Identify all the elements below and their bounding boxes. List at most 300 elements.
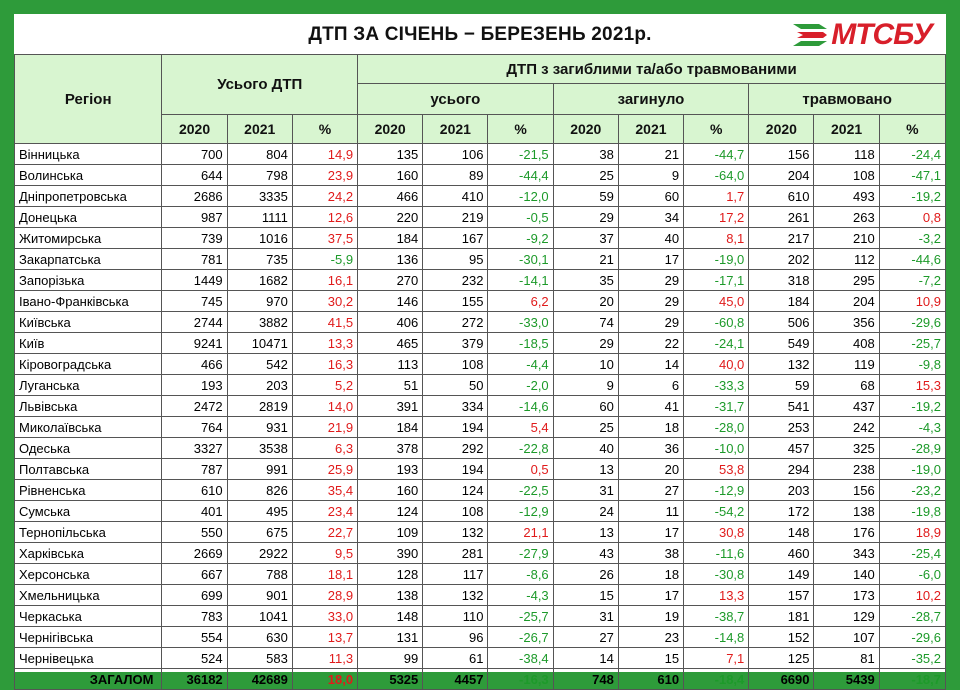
- percent-cell: 16,1: [292, 270, 357, 291]
- value-cell: 74: [553, 312, 618, 333]
- value-cell: 35: [553, 270, 618, 291]
- value-cell: 541: [749, 396, 814, 417]
- value-cell: 1041: [227, 606, 292, 627]
- value-cell: 131: [358, 627, 423, 648]
- percent-cell: -64,0: [684, 165, 749, 186]
- value-cell: 6: [618, 375, 683, 396]
- value-cell: 325: [814, 438, 879, 459]
- region-cell: Сумська: [15, 501, 162, 522]
- value-cell: 106: [423, 144, 488, 165]
- value-cell: 2819: [227, 396, 292, 417]
- header-killed-pct: %: [684, 115, 749, 144]
- value-cell: 5439: [814, 669, 879, 690]
- table-row: [15, 438, 946, 459]
- table-row: [15, 165, 946, 186]
- percent-cell: -17,1: [684, 270, 749, 291]
- percent-cell: 6,3: [292, 438, 357, 459]
- value-cell: 148: [749, 522, 814, 543]
- value-cell: 27: [618, 480, 683, 501]
- value-cell: 43: [553, 543, 618, 564]
- value-cell: 132: [749, 354, 814, 375]
- percent-cell: -21,5: [488, 144, 553, 165]
- percent-cell: 30,2: [292, 291, 357, 312]
- percent-cell: 37,5: [292, 228, 357, 249]
- value-cell: 184: [358, 417, 423, 438]
- percent-cell: 18,1: [292, 564, 357, 585]
- value-cell: 220: [358, 207, 423, 228]
- value-cell: 24: [553, 501, 618, 522]
- value-cell: 42689: [227, 669, 292, 690]
- region-cell: Луганська: [15, 375, 162, 396]
- region-cell: Кіровоградська: [15, 354, 162, 375]
- value-cell: 739: [162, 228, 227, 249]
- value-cell: 610: [749, 186, 814, 207]
- header-region: Регіон: [15, 55, 162, 144]
- region-cell: Миколаївська: [15, 417, 162, 438]
- percent-cell: 40,0: [684, 354, 749, 375]
- table-row: [15, 522, 946, 543]
- value-cell: 901: [227, 585, 292, 606]
- region-cell: Волинська: [15, 165, 162, 186]
- value-cell: 610: [618, 669, 683, 690]
- value-cell: 204: [814, 291, 879, 312]
- region-cell: Тернопільська: [15, 522, 162, 543]
- value-cell: 204: [749, 165, 814, 186]
- percent-cell: 25,9: [292, 459, 357, 480]
- percent-cell: 35,4: [292, 480, 357, 501]
- percent-cell: -0,5: [488, 207, 553, 228]
- region-cell: Донецька: [15, 207, 162, 228]
- percent-cell: 24,2: [292, 186, 357, 207]
- header-all-pct: %: [488, 115, 553, 144]
- percent-cell: -12,9: [684, 480, 749, 501]
- value-cell: 343: [814, 543, 879, 564]
- value-cell: 542: [227, 354, 292, 375]
- value-cell: 5325: [358, 669, 423, 690]
- percent-cell: -19,8: [879, 501, 945, 522]
- value-cell: 25: [553, 417, 618, 438]
- value-cell: 991: [227, 459, 292, 480]
- total-row: [15, 669, 946, 690]
- percent-cell: -18,4: [684, 669, 749, 690]
- report-frame: [14, 14, 946, 687]
- value-cell: 107: [814, 627, 879, 648]
- percent-cell: 28,9: [292, 585, 357, 606]
- value-cell: 176: [814, 522, 879, 543]
- value-cell: 356: [814, 312, 879, 333]
- header-injured-2021: 2021: [814, 115, 879, 144]
- header-total-dtp: Усього ДТП: [162, 55, 358, 115]
- value-cell: 184: [749, 291, 814, 312]
- value-cell: 6690: [749, 669, 814, 690]
- value-cell: 764: [162, 417, 227, 438]
- value-cell: 31: [553, 606, 618, 627]
- value-cell: 406: [358, 312, 423, 333]
- region-cell: Львівська: [15, 396, 162, 417]
- percent-cell: 45,0: [684, 291, 749, 312]
- percent-cell: -3,2: [879, 228, 945, 249]
- percent-cell: -12,0: [488, 186, 553, 207]
- percent-cell: -29,6: [879, 312, 945, 333]
- value-cell: 524: [162, 648, 227, 669]
- value-cell: 970: [227, 291, 292, 312]
- value-cell: 466: [358, 186, 423, 207]
- value-cell: 21: [553, 249, 618, 270]
- value-cell: 610: [162, 480, 227, 501]
- value-cell: 136: [358, 249, 423, 270]
- value-cell: 18: [618, 417, 683, 438]
- value-cell: 9: [553, 375, 618, 396]
- table-row: [15, 480, 946, 501]
- percent-cell: 30,8: [684, 522, 749, 543]
- mtsbu-logo: [793, 20, 932, 50]
- percent-cell: -19,2: [879, 396, 945, 417]
- value-cell: 318: [749, 270, 814, 291]
- percent-cell: -14,6: [488, 396, 553, 417]
- value-cell: 117: [423, 564, 488, 585]
- value-cell: 408: [814, 333, 879, 354]
- value-cell: 217: [749, 228, 814, 249]
- table-row: [15, 543, 946, 564]
- value-cell: 152: [749, 627, 814, 648]
- value-cell: 60: [618, 186, 683, 207]
- table-row: [15, 375, 946, 396]
- percent-cell: 5,2: [292, 375, 357, 396]
- value-cell: 118: [814, 144, 879, 165]
- table-row: [15, 186, 946, 207]
- percent-cell: -19,0: [684, 249, 749, 270]
- percent-cell: -25,7: [879, 333, 945, 354]
- percent-cell: -30,1: [488, 249, 553, 270]
- value-cell: 4457: [423, 669, 488, 690]
- percent-cell: -25,4: [879, 543, 945, 564]
- table-row: [15, 207, 946, 228]
- table-row: [15, 585, 946, 606]
- percent-cell: 13,7: [292, 627, 357, 648]
- percent-cell: -54,2: [684, 501, 749, 522]
- region-cell: Житомирська: [15, 228, 162, 249]
- value-cell: 748: [553, 669, 618, 690]
- table-row: [15, 501, 946, 522]
- value-cell: 50: [423, 375, 488, 396]
- value-cell: 68: [814, 375, 879, 396]
- value-cell: 798: [227, 165, 292, 186]
- percent-cell: -10,0: [684, 438, 749, 459]
- value-cell: 36: [618, 438, 683, 459]
- percent-cell: -44,4: [488, 165, 553, 186]
- percent-cell: 22,7: [292, 522, 357, 543]
- value-cell: 160: [358, 480, 423, 501]
- mtsbu-chevrons-icon: [793, 24, 827, 46]
- value-cell: 108: [423, 501, 488, 522]
- region-cell: Вінницька: [15, 144, 162, 165]
- value-cell: 804: [227, 144, 292, 165]
- table-row: [15, 564, 946, 585]
- header-injured-pct: %: [879, 115, 945, 144]
- header-all-2021: 2021: [423, 115, 488, 144]
- value-cell: 172: [749, 501, 814, 522]
- percent-cell: 33,0: [292, 606, 357, 627]
- value-cell: 378: [358, 438, 423, 459]
- value-cell: 21: [618, 144, 683, 165]
- region-cell: Чернігівська: [15, 627, 162, 648]
- value-cell: 700: [162, 144, 227, 165]
- percent-cell: 14,9: [292, 144, 357, 165]
- value-cell: 184: [358, 228, 423, 249]
- percent-cell: -5,9: [292, 249, 357, 270]
- value-cell: 294: [749, 459, 814, 480]
- percent-cell: -30,8: [684, 564, 749, 585]
- value-cell: 25: [553, 165, 618, 186]
- header-killed-2021: 2021: [618, 115, 683, 144]
- region-cell: Полтавська: [15, 459, 162, 480]
- percent-cell: 10,2: [879, 585, 945, 606]
- percent-cell: -8,6: [488, 564, 553, 585]
- value-cell: 219: [423, 207, 488, 228]
- region-cell: Чернівецька: [15, 648, 162, 669]
- percent-cell: -23,2: [879, 480, 945, 501]
- value-cell: 292: [423, 438, 488, 459]
- page-title: ДТП ЗА СІЧЕНЬ − БЕРЕЗЕНЬ 2021р.: [308, 24, 652, 45]
- percent-cell: -60,8: [684, 312, 749, 333]
- percent-cell: 13,3: [292, 333, 357, 354]
- percent-cell: 21,1: [488, 522, 553, 543]
- percent-cell: 18,0: [292, 669, 357, 690]
- value-cell: 261: [749, 207, 814, 228]
- value-cell: 194: [423, 459, 488, 480]
- value-cell: 135: [358, 144, 423, 165]
- value-cell: 295: [814, 270, 879, 291]
- percent-cell: -14,8: [684, 627, 749, 648]
- value-cell: 788: [227, 564, 292, 585]
- value-cell: 9: [618, 165, 683, 186]
- value-cell: 89: [423, 165, 488, 186]
- value-cell: 110: [423, 606, 488, 627]
- value-cell: 410: [423, 186, 488, 207]
- value-cell: 125: [749, 648, 814, 669]
- value-cell: 29: [618, 291, 683, 312]
- region-cell: ЗАГАЛОМ: [15, 669, 162, 690]
- header-all: усього: [358, 84, 554, 115]
- region-cell: Харківська: [15, 543, 162, 564]
- value-cell: 124: [423, 480, 488, 501]
- value-cell: 20: [553, 291, 618, 312]
- table-row: [15, 270, 946, 291]
- value-cell: 987: [162, 207, 227, 228]
- value-cell: 210: [814, 228, 879, 249]
- value-cell: 146: [358, 291, 423, 312]
- header-all-2020: 2020: [358, 115, 423, 144]
- percent-cell: -19,2: [879, 186, 945, 207]
- value-cell: 17: [618, 585, 683, 606]
- value-cell: 138: [814, 501, 879, 522]
- percent-cell: -2,0: [488, 375, 553, 396]
- value-cell: 203: [227, 375, 292, 396]
- value-cell: 38: [618, 543, 683, 564]
- value-cell: 550: [162, 522, 227, 543]
- percent-cell: 41,5: [292, 312, 357, 333]
- percent-cell: 0,5: [488, 459, 553, 480]
- value-cell: 61: [423, 648, 488, 669]
- region-cell: Івано-Франківська: [15, 291, 162, 312]
- value-cell: 3327: [162, 438, 227, 459]
- value-cell: 466: [162, 354, 227, 375]
- value-cell: 119: [814, 354, 879, 375]
- value-cell: 735: [227, 249, 292, 270]
- table-row: [15, 249, 946, 270]
- value-cell: 40: [618, 228, 683, 249]
- value-cell: 181: [749, 606, 814, 627]
- percent-cell: -12,9: [488, 501, 553, 522]
- percent-cell: -6,0: [879, 564, 945, 585]
- value-cell: 156: [814, 480, 879, 501]
- value-cell: 22: [618, 333, 683, 354]
- percent-cell: 14,0: [292, 396, 357, 417]
- value-cell: 783: [162, 606, 227, 627]
- value-cell: 193: [162, 375, 227, 396]
- value-cell: 23: [618, 627, 683, 648]
- region-cell: Дніпропетровська: [15, 186, 162, 207]
- percent-cell: -9,2: [488, 228, 553, 249]
- value-cell: 173: [814, 585, 879, 606]
- table-row: [15, 291, 946, 312]
- value-cell: 156: [749, 144, 814, 165]
- header-killed-2020: 2020: [553, 115, 618, 144]
- percent-cell: -28,9: [879, 438, 945, 459]
- value-cell: 13: [553, 522, 618, 543]
- value-cell: 232: [423, 270, 488, 291]
- value-cell: 1016: [227, 228, 292, 249]
- title-bar: [14, 14, 946, 54]
- value-cell: 391: [358, 396, 423, 417]
- value-cell: 10: [553, 354, 618, 375]
- value-cell: 630: [227, 627, 292, 648]
- value-cell: 2744: [162, 312, 227, 333]
- value-cell: 242: [814, 417, 879, 438]
- value-cell: 272: [423, 312, 488, 333]
- value-cell: 20: [618, 459, 683, 480]
- percent-cell: -28,7: [879, 606, 945, 627]
- percent-cell: 13,3: [684, 585, 749, 606]
- value-cell: 15: [553, 585, 618, 606]
- table-row: [15, 606, 946, 627]
- value-cell: 15: [618, 648, 683, 669]
- value-cell: 437: [814, 396, 879, 417]
- value-cell: 2686: [162, 186, 227, 207]
- value-cell: 13: [553, 459, 618, 480]
- value-cell: 826: [227, 480, 292, 501]
- value-cell: 108: [423, 354, 488, 375]
- value-cell: 1111: [227, 207, 292, 228]
- percent-cell: -33,0: [488, 312, 553, 333]
- value-cell: 128: [358, 564, 423, 585]
- percent-cell: -26,7: [488, 627, 553, 648]
- percent-cell: -7,2: [879, 270, 945, 291]
- value-cell: 18: [618, 564, 683, 585]
- percent-cell: 11,3: [292, 648, 357, 669]
- percent-cell: -11,6: [684, 543, 749, 564]
- value-cell: 129: [814, 606, 879, 627]
- region-cell: Київська: [15, 312, 162, 333]
- percent-cell: -38,7: [684, 606, 749, 627]
- percent-cell: 16,3: [292, 354, 357, 375]
- value-cell: 112: [814, 249, 879, 270]
- table-row: [15, 228, 946, 249]
- percent-cell: -18,7: [879, 669, 945, 690]
- value-cell: 38: [553, 144, 618, 165]
- table-row: [15, 627, 946, 648]
- value-cell: 14: [618, 354, 683, 375]
- value-cell: 194: [423, 417, 488, 438]
- table-row: [15, 459, 946, 480]
- value-cell: 1449: [162, 270, 227, 291]
- value-cell: 40: [553, 438, 618, 459]
- value-cell: 81: [814, 648, 879, 669]
- value-cell: 132: [423, 522, 488, 543]
- value-cell: 26: [553, 564, 618, 585]
- percent-cell: 18,9: [879, 522, 945, 543]
- value-cell: 160: [358, 165, 423, 186]
- table-row: [15, 354, 946, 375]
- region-cell: Київ: [15, 333, 162, 354]
- value-cell: 140: [814, 564, 879, 585]
- value-cell: 31: [553, 480, 618, 501]
- value-cell: 167: [423, 228, 488, 249]
- value-cell: 9241: [162, 333, 227, 354]
- value-cell: 549: [749, 333, 814, 354]
- table-row: [15, 648, 946, 669]
- value-cell: 401: [162, 501, 227, 522]
- value-cell: 781: [162, 249, 227, 270]
- percent-cell: 6,2: [488, 291, 553, 312]
- value-cell: 238: [814, 459, 879, 480]
- value-cell: 465: [358, 333, 423, 354]
- value-cell: 60: [553, 396, 618, 417]
- value-cell: 29: [618, 270, 683, 291]
- value-cell: 644: [162, 165, 227, 186]
- value-cell: 506: [749, 312, 814, 333]
- percent-cell: -27,9: [488, 543, 553, 564]
- value-cell: 29: [618, 312, 683, 333]
- value-cell: 108: [814, 165, 879, 186]
- table-row: [15, 144, 946, 165]
- logo-text: МТСБУ: [831, 18, 932, 51]
- value-cell: 96: [423, 627, 488, 648]
- region-cell: Одеська: [15, 438, 162, 459]
- value-cell: 554: [162, 627, 227, 648]
- value-cell: 495: [227, 501, 292, 522]
- value-cell: 29: [553, 207, 618, 228]
- value-cell: 113: [358, 354, 423, 375]
- percent-cell: -18,5: [488, 333, 553, 354]
- value-cell: 124: [358, 501, 423, 522]
- value-cell: 36182: [162, 669, 227, 690]
- percent-cell: -29,6: [879, 627, 945, 648]
- value-cell: 17: [618, 249, 683, 270]
- percent-cell: -44,7: [684, 144, 749, 165]
- value-cell: 203: [749, 480, 814, 501]
- percent-cell: -9,8: [879, 354, 945, 375]
- value-cell: 59: [749, 375, 814, 396]
- percent-cell: -44,6: [879, 249, 945, 270]
- value-cell: 193: [358, 459, 423, 480]
- percent-cell: 0,8: [879, 207, 945, 228]
- value-cell: 148: [358, 606, 423, 627]
- percent-cell: 23,9: [292, 165, 357, 186]
- table-row: [15, 417, 946, 438]
- percent-cell: 9,5: [292, 543, 357, 564]
- table-row: [15, 312, 946, 333]
